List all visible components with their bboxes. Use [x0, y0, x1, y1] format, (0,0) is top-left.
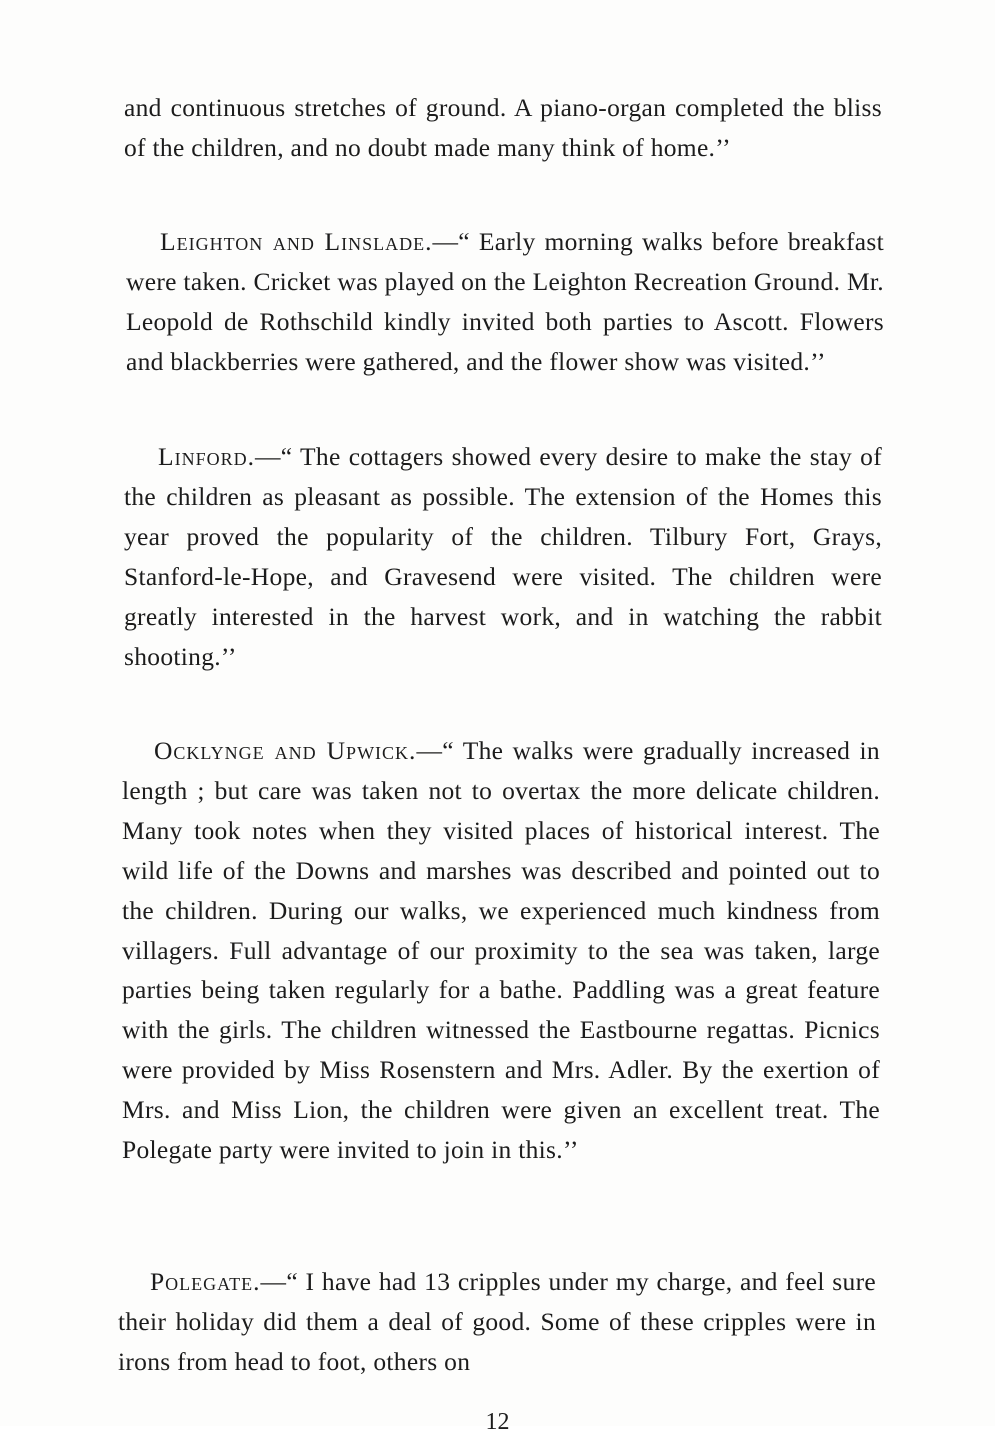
paragraph-linford-text: —“ The cottagers showed every desire to make the stay of the children as pleasant as possible. The extension of the Homes this year proved the popularity of the children. Tilbury Fort, Grays, Stanford-le-Hope, and Gravesend were visited. The children were greatly interested in the harvest work, and in watching the rabbit shooting.’’ [124, 442, 882, 671]
paragraph-polegate [118, 1262, 876, 1382]
paragraph-ocklynge-upwick [122, 731, 880, 1170]
page-number: 12 [485, 1409, 510, 1435]
paragraph-continuation [124, 88, 882, 168]
paragraph-leighton-linslade [126, 222, 884, 382]
heading-leighton-linslade: Leighton and Linslade. [160, 227, 433, 256]
paragraph-polegate-text: —“ I have had 13 cripples under my charge, and feel sure their holiday did them a deal of good. Some of these cripples were in irons from head to foot, others on [118, 1267, 876, 1376]
paragraph-continuation-text: and continuous stretches of ground. A piano-organ completed the bliss of the children, and no doubt made many think of home.’’ [124, 93, 882, 162]
heading-ocklynge-upwick: Ocklynge and Upwick. [154, 736, 417, 765]
heading-polegate: Polegate. [150, 1267, 261, 1296]
paragraph-ocklynge-upwick-text: —“ The walks were gradually increased in length ; but care was taken not to overtax the more delicate children. Many took notes when they visited places of historical interest. The wild life of the Downs and marshes was described and pointed out to the children. During our walks, we experienced much kindness from villagers. Full advantage of our proximity to the sea was taken, large parties being taken regularly for a bathe. Paddling was a great feature with the girls. The children witnessed the Eastbourne regattas. Picnics were provided by Miss Rosenstern and Mrs. Adler. By the exertion of Mrs. and Miss Lion, the children were given an excellent treat. The Polegate party were invited to join in this.’’ [122, 736, 880, 1165]
paragraph-leighton-linslade-text: —“ Early morning walks before breakfast were taken. Cricket was played on the Leighton Recreation Ground. Mr. Leopold de Rothschild kindly invited both parties to Ascott. Flowers and blackberries were gathered, and the flower show was visited.’’ [126, 227, 884, 376]
heading-linford: Linford. [158, 442, 255, 471]
paragraph-linford [124, 437, 882, 676]
